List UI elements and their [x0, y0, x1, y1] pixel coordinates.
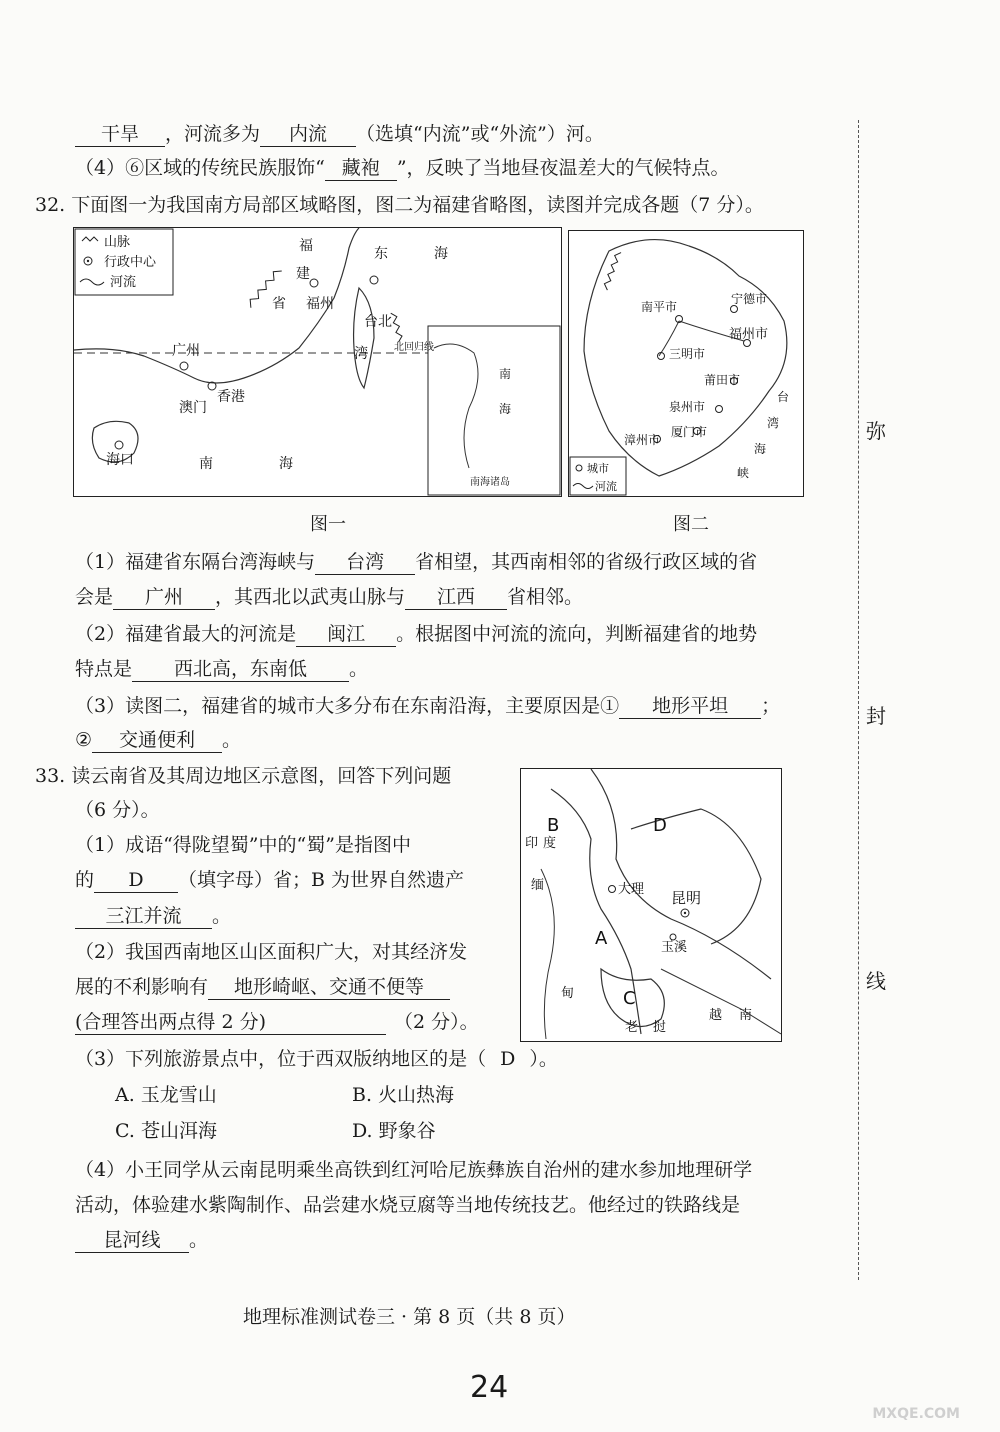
svg-text:B: B — [547, 815, 560, 836]
q32-p2-line1: （2）福建省最大的河流是 闽江 。根据图中河流的流向，判断福建省的地势 — [75, 623, 758, 645]
seal-char-3: 线 — [866, 969, 886, 993]
svg-text:玉溪: 玉溪 — [661, 940, 688, 955]
svg-text:东: 东 — [374, 246, 388, 262]
svg-text:峡: 峡 — [737, 466, 750, 480]
svg-text:三明市: 三明市 — [669, 347, 706, 361]
svg-text:台北: 台北 — [364, 314, 392, 330]
svg-text:泉州市: 泉州市 — [669, 400, 706, 414]
svg-text:广州: 广州 — [172, 343, 200, 359]
map-south-china — [73, 227, 562, 497]
svg-text:澳门: 澳门 — [179, 400, 207, 416]
figure-2-caption: 图二 — [673, 514, 709, 535]
q33-p1-line2: 的 D （填字母）省；B 为世界自然遗产 — [75, 869, 465, 891]
watermark-logo: MXQE.COM — [872, 1406, 960, 1422]
svg-text:老: 老 — [625, 1020, 639, 1035]
answer-mark: D — [500, 1048, 516, 1070]
svg-text:海: 海 — [279, 456, 293, 472]
svg-text:省: 省 — [272, 296, 286, 312]
q33-p4-line3: 昆河线 。 — [75, 1228, 208, 1253]
answer-blank: (合理答出两点得 2 分) — [75, 1010, 386, 1035]
answer-blank: 干旱 — [75, 122, 165, 147]
map-fujian — [568, 230, 804, 497]
answer-blank: 台湾 — [315, 550, 415, 575]
svg-text:海: 海 — [754, 442, 767, 456]
answer-blank: 内流 — [260, 122, 356, 147]
svg-text:大理: 大理 — [618, 882, 645, 897]
q33-stem-2: （6 分）。 — [75, 799, 160, 821]
svg-text:南: 南 — [499, 367, 512, 381]
q32-p1-line1: （1）福建省东隔台湾海峡与 台湾 省相望，其西南相邻的省级行政区域的省 — [75, 551, 758, 573]
answer-blank: 交通便利 — [92, 728, 222, 753]
svg-text:河流: 河流 — [595, 480, 617, 493]
q33-p2-line1: （2）我国西南地区山区面积广大，对其经济发 — [75, 941, 468, 963]
handwritten-page-number: 24 — [470, 1370, 509, 1405]
svg-text:越: 越 — [709, 1008, 723, 1023]
answer-blank: 江西 — [405, 585, 507, 610]
svg-text:行政中心: 行政中心 — [104, 255, 157, 270]
svg-text:缅: 缅 — [531, 878, 545, 893]
svg-text:福州市: 福州市 — [729, 327, 769, 342]
answer-blank: 闽江 — [296, 622, 396, 647]
svg-text:城市: 城市 — [587, 462, 609, 475]
q32-p1-line2: 会是 广州 ，其西北以武夷山脉与 江西 省相邻。 — [75, 586, 584, 608]
svg-text:莆田市: 莆田市 — [704, 373, 741, 387]
answer-blank: 广州 — [113, 585, 215, 610]
svg-text:海: 海 — [499, 402, 512, 416]
q32-p3-line1: （3）读图二，福建省的城市大多分布在东南沿海，主要原因是① 地形平坦 ； — [75, 695, 781, 717]
q33-p1-line3: 三江并流 。 — [75, 904, 231, 929]
svg-text:度: 度 — [543, 836, 557, 851]
q33-p2-line3: (合理答出两点得 2 分) （2 分）。 — [75, 1011, 479, 1033]
svg-text:台: 台 — [777, 390, 790, 404]
svg-text:南平市: 南平市 — [641, 300, 678, 314]
q33-p3: （3）下列旅游景点中，位于西双版纳地区的是（ D ）。 — [75, 1048, 558, 1070]
option-c: C. 苍山洱海 — [115, 1120, 217, 1142]
option-d: D. 野象谷 — [352, 1120, 436, 1142]
svg-text:福州: 福州 — [306, 296, 334, 312]
svg-text:湾: 湾 — [767, 416, 780, 430]
answer-blank: 昆河线 — [75, 1228, 189, 1253]
option-b: B. 火山热海 — [352, 1084, 455, 1106]
svg-text:A: A — [595, 928, 608, 949]
svg-text:昆明: 昆明 — [671, 889, 702, 907]
q33-p1-line1: （1）成语“得陇望蜀”中的“蜀”是指图中 — [75, 834, 411, 856]
svg-text:山脉: 山脉 — [104, 235, 131, 250]
svg-text:海: 海 — [434, 246, 448, 262]
svg-text:南: 南 — [199, 456, 213, 472]
svg-text:C: C — [623, 988, 636, 1009]
answer-blank: 藏袍 — [325, 156, 397, 181]
q31-line-1: 干旱 ，河流多为 内流 （选填“内流”或“外流”）河。 — [75, 122, 604, 147]
map-yunnan — [520, 768, 782, 1042]
svg-text:D: D — [653, 815, 667, 836]
svg-text:宁德市: 宁德市 — [731, 292, 768, 306]
option-a: A. 玉龙雪山 — [115, 1084, 217, 1106]
seal-line — [858, 120, 859, 1280]
q33-stem-1: 33. 读云南省及其周边地区示意图，回答下列问题 — [35, 765, 452, 787]
svg-text:南: 南 — [739, 1008, 753, 1023]
svg-text:印: 印 — [525, 836, 539, 851]
q32-stem: 32. 下面图一为我国南方局部区域略图，图二为福建省略图，读图并完成各题（7 分）。 — [35, 194, 764, 216]
svg-text:福: 福 — [299, 238, 313, 254]
q33-p4-line2: 活动，体验建水紫陶制作、品尝建水烧豆腐等当地传统技艺。他经过的铁路线是 — [75, 1194, 741, 1216]
svg-text:香港: 香港 — [217, 389, 245, 405]
q32-p2-line2: 特点是 西北高，东南低 。 — [75, 658, 369, 680]
svg-text:挝: 挝 — [653, 1020, 667, 1035]
taiwan-island — [354, 288, 374, 388]
svg-text:建: 建 — [296, 266, 310, 282]
svg-text:海口: 海口 — [106, 452, 134, 468]
answer-blank: 西北高，东南低 — [132, 657, 349, 682]
answer-blank: D — [94, 868, 178, 893]
answer-blank: 三江并流 — [75, 904, 212, 929]
answer-blank: 地形平坦 — [619, 694, 761, 719]
seal-char-2: 封 — [866, 704, 886, 728]
q31-line-2: （4）⑥区域的传统民族服饰“ 藏袍 ”，反映了当地昼夜温差大的气候特点。 — [75, 157, 730, 179]
figure-1-caption: 图一 — [310, 514, 346, 535]
svg-text:漳州市: 漳州市 — [624, 433, 661, 447]
page-footer: 地理标准测试卷三 · 第 8 页（共 8 页） — [243, 1306, 576, 1328]
seal-char-1: 弥 — [866, 419, 886, 443]
svg-text:北回归线: 北回归线 — [394, 342, 434, 353]
svg-text:南海诸岛: 南海诸岛 — [470, 477, 510, 488]
svg-text:甸: 甸 — [561, 986, 575, 1001]
svg-text:湾: 湾 — [354, 346, 368, 362]
q32-p3-line2: ② 交通便利 。 — [75, 729, 242, 751]
q33-p4-line1: （4）小王同学从云南昆明乘坐高铁到红河哈尼族彝族自治州的建水参加地理研学 — [75, 1159, 753, 1181]
svg-text:厦门市: 厦门市 — [671, 425, 708, 439]
svg-text:河流: 河流 — [110, 275, 137, 290]
answer-blank: 地形崎岖、交通不便等 — [208, 975, 450, 1000]
q33-p2-line2: 展的不利影响有 地形崎岖、交通不便等 — [75, 975, 450, 1000]
